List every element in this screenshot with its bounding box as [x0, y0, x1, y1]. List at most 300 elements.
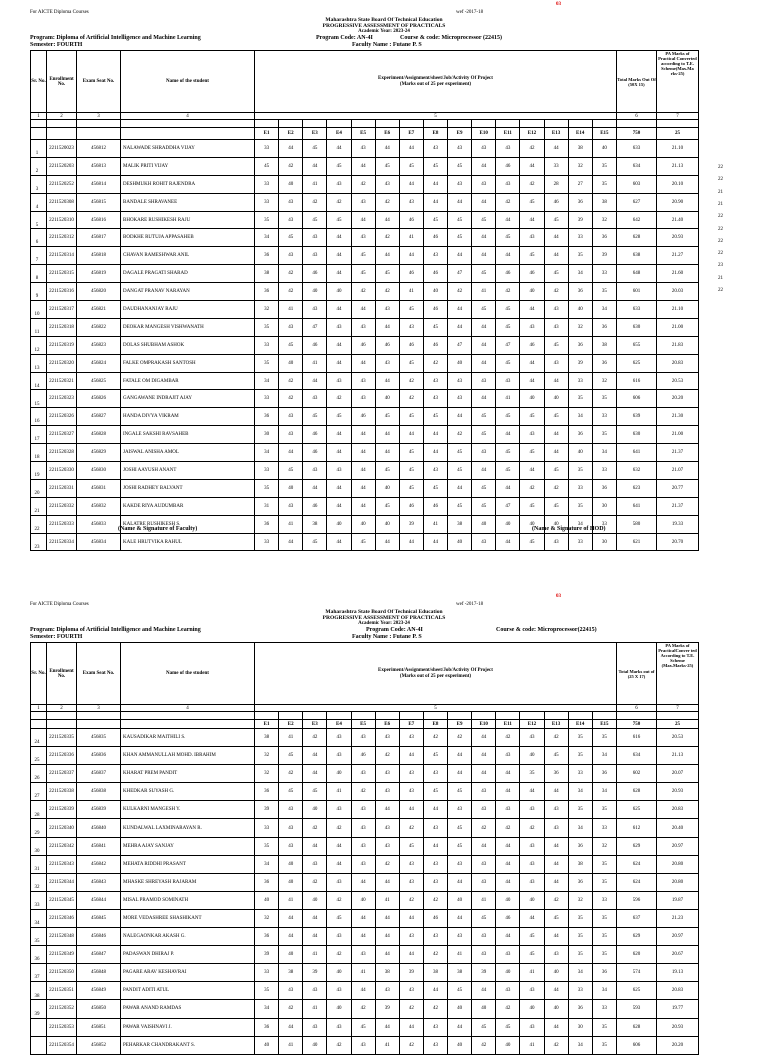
blank-cell — [544, 712, 568, 720]
experiment-mark: 35 — [255, 479, 279, 497]
experiment-mark: 33 — [255, 175, 279, 193]
blank-cell — [616, 120, 656, 128]
exam-seat-number: 456833 — [77, 515, 121, 533]
experiment-mark: 44 — [448, 747, 472, 765]
experiment-mark: 45 — [496, 444, 520, 462]
experiment-mark: 40 — [520, 1000, 544, 1018]
column-header: E11 — [496, 128, 520, 140]
experiment-mark: 40 — [279, 873, 303, 891]
experiment-mark: 35 — [568, 801, 592, 819]
experiment-mark: 44 — [544, 140, 568, 158]
index-cell: 2 — [47, 705, 77, 712]
experiment-mark: 46 — [399, 211, 423, 229]
experiment-mark: 41 — [472, 283, 496, 301]
experiment-mark: 43 — [351, 390, 375, 408]
exam-seat-number: 456841 — [77, 837, 121, 855]
experiment-mark: 45 — [472, 301, 496, 319]
experiment-mark: 44 — [279, 1018, 303, 1036]
experiment-mark: 45 — [520, 408, 544, 426]
experiment-mark: 45 — [399, 837, 423, 855]
column-header: E3 — [303, 720, 327, 729]
experiment-mark: 42 — [375, 193, 399, 211]
student-name: JOSHI RADHEY BALVANT — [121, 479, 255, 497]
experiment-mark: 44 — [448, 301, 472, 319]
experiment-mark: 45 — [279, 336, 303, 354]
experiment-mark: 43 — [279, 819, 303, 837]
experiment-mark: 33 — [568, 229, 592, 247]
h-enr: Enrollment No. — [47, 643, 77, 705]
total-marks: 633 — [616, 301, 656, 319]
experiment-mark: 44 — [327, 479, 351, 497]
experiment-mark: 34 — [568, 819, 592, 837]
pa-marks: 20.83 — [656, 982, 698, 1000]
section2-table-row — [31, 801, 699, 819]
blank-cell — [77, 712, 121, 720]
experiment-mark: 44 — [496, 873, 520, 891]
section2-table-row — [31, 1018, 699, 1036]
experiment-mark: 30 — [568, 1018, 592, 1036]
enrollment-number: 2211520023 — [47, 140, 77, 158]
index-cell: 3 — [77, 705, 121, 712]
experiment-mark: 43 — [472, 444, 496, 462]
student-name: KULKARNI MANGESH Y. — [121, 801, 255, 819]
student-name: FATALE OM DIGAMBAR — [121, 372, 255, 390]
experiment-mark: 42 — [375, 229, 399, 247]
pa-marks: 20.20 — [656, 1036, 698, 1054]
top-left-note: For AICTE Diploma Courses — [30, 602, 89, 607]
wef-note: wef -2017-18 — [456, 10, 484, 15]
experiment-mark: 36 — [592, 479, 616, 497]
experiment-mark: 45 — [423, 783, 447, 801]
experiment-mark: 46 — [303, 444, 327, 462]
experiment-mark: 43 — [399, 855, 423, 873]
experiment-mark: 42 — [351, 1000, 375, 1018]
student-name: PANDIT ADITI ATUL — [121, 982, 255, 1000]
student-name: MORE VEDASHREE SHASHIKANT — [121, 909, 255, 927]
experiment-mark: 32 — [255, 909, 279, 927]
experiment-mark: 40 — [303, 891, 327, 909]
experiment-mark: 44 — [327, 301, 351, 319]
total-marks: 621 — [616, 533, 656, 551]
experiment-mark: 43 — [448, 928, 472, 946]
experiment-mark: 46 — [399, 265, 423, 283]
experiment-mark: 44 — [472, 390, 496, 408]
blank-cell — [520, 712, 544, 720]
column-header: E1 — [255, 720, 279, 729]
experiment-mark: 43 — [303, 229, 327, 247]
column-header: E12 — [520, 128, 544, 140]
section2-table-row — [31, 783, 699, 801]
experiment-mark: 35 — [592, 909, 616, 927]
experiment-mark: 39 — [399, 515, 423, 533]
experiment-mark: 44 — [351, 909, 375, 927]
experiment-mark: 40 — [544, 390, 568, 408]
pa-marks: 19.13 — [656, 964, 698, 982]
experiment-mark: 44 — [303, 765, 327, 783]
experiment-mark: 36 — [255, 928, 279, 946]
experiment-mark: 44 — [544, 928, 568, 946]
total-marks: 623 — [616, 479, 656, 497]
experiment-mark: 44 — [544, 444, 568, 462]
experiment-mark: 43 — [520, 426, 544, 444]
pa-marks: 21.13 — [656, 157, 698, 175]
exam-seat-number: 456824 — [77, 354, 121, 372]
experiment-mark: 36 — [592, 354, 616, 372]
experiment-mark: 46 — [423, 497, 447, 515]
total-marks: 642 — [616, 211, 656, 229]
experiment-mark: 41 — [423, 515, 447, 533]
experiment-mark: 44 — [279, 533, 303, 551]
experiment-mark: 35 — [592, 801, 616, 819]
experiment-mark: 36 — [255, 247, 279, 265]
exam-seat-number: 456844 — [77, 891, 121, 909]
experiment-mark: 40 — [327, 283, 351, 301]
experiment-mark: 40 — [279, 479, 303, 497]
exam-seat-number: 456835 — [77, 729, 121, 747]
enrollment-number: 2211520343 — [47, 855, 77, 873]
enrollment-number: 2211520340 — [47, 819, 77, 837]
experiment-mark: 44 — [351, 157, 375, 175]
total-marks: 638 — [616, 247, 656, 265]
experiment-mark: 43 — [351, 729, 375, 747]
exam-seat-number: 456831 — [77, 479, 121, 497]
experiment-mark: 43 — [423, 1018, 447, 1036]
total-marks: 625 — [616, 801, 656, 819]
experiment-mark: 43 — [423, 372, 447, 390]
experiment-mark: 41 — [303, 354, 327, 372]
experiment-mark: 42 — [520, 175, 544, 193]
board-name: Maharashtra State Board Of Technical Education — [325, 609, 443, 615]
experiment-mark: 30 — [255, 426, 279, 444]
blank-cell — [31, 120, 47, 128]
experiment-mark: 35 — [592, 390, 616, 408]
experiment-mark: 44 — [351, 873, 375, 891]
experiment-mark: 47 — [496, 497, 520, 515]
exam-seat-number: 456837 — [77, 765, 121, 783]
h-enr: Enrollment No. — [47, 51, 77, 113]
h-sr: Sr. No. — [31, 643, 47, 705]
column-header: E5 — [351, 128, 375, 140]
exam-seat-number: 456846 — [77, 928, 121, 946]
serial-number: 16 — [34, 419, 40, 425]
experiment-mark: 45 — [496, 229, 520, 247]
experiment-mark: 43 — [544, 801, 568, 819]
serial-number: 37 — [34, 975, 40, 981]
experiment-mark: 35 — [255, 211, 279, 229]
experiment-mark: 41 — [375, 1036, 399, 1054]
semester: Semester: FOURTH — [30, 42, 83, 48]
enrollment-number: 2211520349 — [47, 946, 77, 964]
pa-marks: 21.10 — [656, 301, 698, 319]
experiment-mark: 40 — [375, 390, 399, 408]
column-header: E15 — [592, 128, 616, 140]
experiment-mark: 40 — [255, 891, 279, 909]
experiment-mark: 44 — [423, 444, 447, 462]
experiment-mark: 45 — [472, 426, 496, 444]
pa-marks: 20.83 — [656, 801, 698, 819]
total-marks: 628 — [616, 1018, 656, 1036]
experiment-mark: 43 — [327, 801, 351, 819]
experiment-mark: 36 — [568, 283, 592, 301]
pa-marks: 20.10 — [656, 175, 698, 193]
experiment-mark: 35 — [255, 354, 279, 372]
column-header: E7 — [399, 720, 423, 729]
experiment-mark: 45 — [544, 497, 568, 515]
pa-marks: 21.00 — [656, 318, 698, 336]
total-marks: 639 — [616, 408, 656, 426]
index-cell: 6 — [616, 705, 656, 712]
experiment-mark: 40 — [472, 1000, 496, 1018]
h-pa: PA Marks of Practical Converted according to T.E. Scheme(Max.Ma rks-25) — [656, 51, 698, 113]
exam-seat-number: 456852 — [77, 1036, 121, 1054]
index-cell: 1 — [31, 705, 47, 712]
experiment-mark: 34 — [255, 372, 279, 390]
experiment-mark: 43 — [327, 372, 351, 390]
section1-table-row — [31, 533, 699, 551]
experiment-mark: 42 — [520, 819, 544, 837]
section1-table-row — [31, 462, 699, 480]
experiment-mark: 32 — [568, 891, 592, 909]
experiment-mark: 43 — [472, 140, 496, 158]
serial-number: 25 — [34, 758, 40, 764]
experiment-mark: 34 — [568, 783, 592, 801]
experiment-mark: 45 — [351, 247, 375, 265]
pa-marks: 21.13 — [656, 747, 698, 765]
serial-number: 31 — [34, 866, 40, 872]
experiment-mark: 46 — [423, 909, 447, 927]
experiment-mark: 35 — [568, 747, 592, 765]
serial-number: 35 — [34, 939, 40, 945]
experiment-mark: 44 — [327, 426, 351, 444]
experiment-mark: 45 — [423, 479, 447, 497]
experiment-mark: 33 — [568, 765, 592, 783]
experiment-mark: 32 — [255, 301, 279, 319]
experiment-mark: 43 — [375, 765, 399, 783]
serial-number: 13 — [34, 365, 40, 371]
experiment-mark: 36 — [592, 765, 616, 783]
serial-number: 34 — [34, 921, 40, 927]
column-header: 750 — [616, 128, 656, 140]
blank-cell — [31, 712, 47, 720]
experiment-mark: 44 — [375, 946, 399, 964]
experiment-mark: 43 — [327, 175, 351, 193]
experiment-mark: 45 — [472, 479, 496, 497]
experiment-mark: 44 — [496, 928, 520, 946]
serial-number: 3 — [35, 186, 39, 192]
exam-seat-number: 456845 — [77, 909, 121, 927]
experiment-mark: 43 — [520, 318, 544, 336]
experiment-mark: 40 — [496, 1036, 520, 1054]
experiment-mark: 44 — [399, 175, 423, 193]
experiment-mark: 45 — [448, 837, 472, 855]
experiment-mark: 43 — [448, 390, 472, 408]
experiment-mark: 44 — [472, 982, 496, 1000]
experiment-mark: 36 — [255, 283, 279, 301]
serial-number: 28 — [34, 812, 40, 818]
experiment-mark: 46 — [375, 336, 399, 354]
exam-seat-number: 456849 — [77, 982, 121, 1000]
pa-marks: 20.80 — [656, 855, 698, 873]
blank-cell — [423, 712, 447, 720]
serial-number: 39 — [34, 1011, 40, 1017]
total-marks: 616 — [616, 372, 656, 390]
section1-table-row — [31, 283, 699, 301]
section2-table-row — [31, 1000, 699, 1018]
experiment-mark: 40 — [327, 515, 351, 533]
serial-number: 12 — [34, 347, 40, 353]
serial-number: 9 — [35, 294, 39, 300]
index-cell: 5 — [255, 705, 617, 712]
serial-number: 14 — [34, 383, 40, 389]
experiment-mark: 45 — [255, 157, 279, 175]
blank-cell — [375, 712, 399, 720]
side-value: 22 — [718, 238, 723, 244]
student-name: PAWAR ANAND RAMDAS — [121, 1000, 255, 1018]
experiment-mark: 34 — [568, 515, 592, 533]
student-name: MEHRA AJAY SANJAY — [121, 837, 255, 855]
enrollment-number: 2211520308 — [47, 193, 77, 211]
experiment-mark: 35 — [568, 462, 592, 480]
experiment-mark: 44 — [375, 1018, 399, 1036]
student-name: INGALE SAKSHI RAVSAHEB — [121, 426, 255, 444]
index-cell: 4 — [121, 705, 255, 712]
blank-cell — [121, 128, 255, 140]
experiment-mark: 40 — [351, 515, 375, 533]
student-name: JOSHI AAYUSH ANANT — [121, 462, 255, 480]
experiment-mark: 43 — [399, 193, 423, 211]
experiment-mark: 44 — [303, 909, 327, 927]
pa-marks: 21.60 — [656, 265, 698, 283]
index-cell: 1 — [31, 113, 47, 120]
experiment-mark: 34 — [255, 444, 279, 462]
column-header: E2 — [279, 128, 303, 140]
experiment-mark: 44 — [327, 444, 351, 462]
experiment-mark: 45 — [375, 462, 399, 480]
pa-marks: 21.37 — [656, 497, 698, 515]
blank-cell — [303, 712, 327, 720]
experiment-mark: 33 — [568, 533, 592, 551]
experiment-mark: 38 — [448, 964, 472, 982]
experiment-mark: 42 — [423, 891, 447, 909]
experiment-mark: 45 — [472, 408, 496, 426]
experiment-mark: 46 — [399, 336, 423, 354]
experiment-mark: 44 — [351, 354, 375, 372]
exam-seat-number: 456840 — [77, 819, 121, 837]
experiment-mark: 45 — [544, 462, 568, 480]
pa-marks: 20.93 — [656, 783, 698, 801]
experiment-mark: 42 — [472, 1036, 496, 1054]
total-marks: 596 — [616, 891, 656, 909]
experiment-mark: 44 — [423, 533, 447, 551]
top-left-note: For AICTE Diploma Courses — [30, 10, 89, 15]
experiment-mark: 42 — [472, 819, 496, 837]
experiment-mark: 45 — [544, 408, 568, 426]
experiment-mark: 40 — [448, 354, 472, 372]
experiment-mark: 43 — [423, 873, 447, 891]
experiment-mark: 44 — [472, 747, 496, 765]
experiment-mark: 41 — [279, 891, 303, 909]
experiment-mark: 43 — [279, 837, 303, 855]
blank-cell — [568, 120, 592, 128]
experiment-mark: 40 — [544, 515, 568, 533]
experiment-mark: 41 — [279, 301, 303, 319]
experiment-mark: 40 — [520, 747, 544, 765]
experiment-mark: 41 — [399, 229, 423, 247]
experiment-mark: 46 — [423, 229, 447, 247]
experiment-mark: 43 — [375, 301, 399, 319]
pa-marks: 19.33 — [656, 515, 698, 533]
side-value: 22 — [718, 214, 723, 220]
section2-table-row — [31, 1036, 699, 1054]
total-marks: 629 — [616, 928, 656, 946]
h-name: Name of the student — [121, 51, 255, 113]
section2-marks-table — [30, 642, 699, 1055]
experiment-mark: 43 — [303, 982, 327, 1000]
experiment-mark: 42 — [279, 265, 303, 283]
total-marks: 648 — [616, 265, 656, 283]
experiment-mark: 42 — [279, 1000, 303, 1018]
experiment-mark: 44 — [399, 801, 423, 819]
experiment-mark: 32 — [592, 372, 616, 390]
exam-seat-number: 456850 — [77, 1000, 121, 1018]
experiment-mark: 42 — [375, 855, 399, 873]
experiment-mark: 45 — [520, 193, 544, 211]
experiment-mark: 44 — [448, 765, 472, 783]
experiment-mark: 36 — [255, 408, 279, 426]
experiment-mark: 42 — [423, 946, 447, 964]
experiment-mark: 43 — [496, 747, 520, 765]
blank-cell — [47, 128, 77, 140]
experiment-mark: 41 — [448, 946, 472, 964]
serial-number: 29 — [34, 830, 40, 836]
column-header: E4 — [327, 128, 351, 140]
experiment-mark: 43 — [375, 819, 399, 837]
section2-table-row — [31, 946, 699, 964]
experiment-mark: 35 — [592, 1018, 616, 1036]
pa-marks: 20.90 — [656, 193, 698, 211]
experiment-mark: 33 — [255, 964, 279, 982]
enrollment-number: 2211520354 — [47, 1036, 77, 1054]
pa-marks: 21.07 — [656, 462, 698, 480]
experiment-mark: 43 — [472, 873, 496, 891]
pa-marks: 21.30 — [656, 408, 698, 426]
experiment-mark: 42 — [279, 372, 303, 390]
exam-seat-number: 456823 — [77, 336, 121, 354]
enrollment-number: 2211520319 — [47, 336, 77, 354]
serial-number: 5 — [35, 222, 39, 228]
blank-cell — [327, 712, 351, 720]
experiment-header-line2: (Marks out of 25 per experiment) — [399, 81, 472, 87]
experiment-mark: 39 — [255, 946, 279, 964]
experiment-mark: 45 — [448, 211, 472, 229]
student-name: KALE HRUTVIKA RAHUL — [121, 533, 255, 551]
experiment-mark: 40 — [327, 964, 351, 982]
pa-marks: 21.23 — [656, 909, 698, 927]
experiment-mark: 43 — [327, 982, 351, 1000]
experiment-mark: 41 — [351, 964, 375, 982]
serial-number: 4 — [35, 204, 39, 210]
blank-cell — [279, 120, 303, 128]
experiment-mark: 41 — [279, 1036, 303, 1054]
total-marks: 634 — [616, 747, 656, 765]
column-header: E11 — [496, 720, 520, 729]
pa-marks: 20.20 — [656, 390, 698, 408]
experiment-mark: 44 — [423, 837, 447, 855]
exam-seat-number: 456816 — [77, 211, 121, 229]
blank-cell — [472, 120, 496, 128]
exam-seat-number: 456818 — [77, 247, 121, 265]
experiment-mark: 33 — [592, 462, 616, 480]
